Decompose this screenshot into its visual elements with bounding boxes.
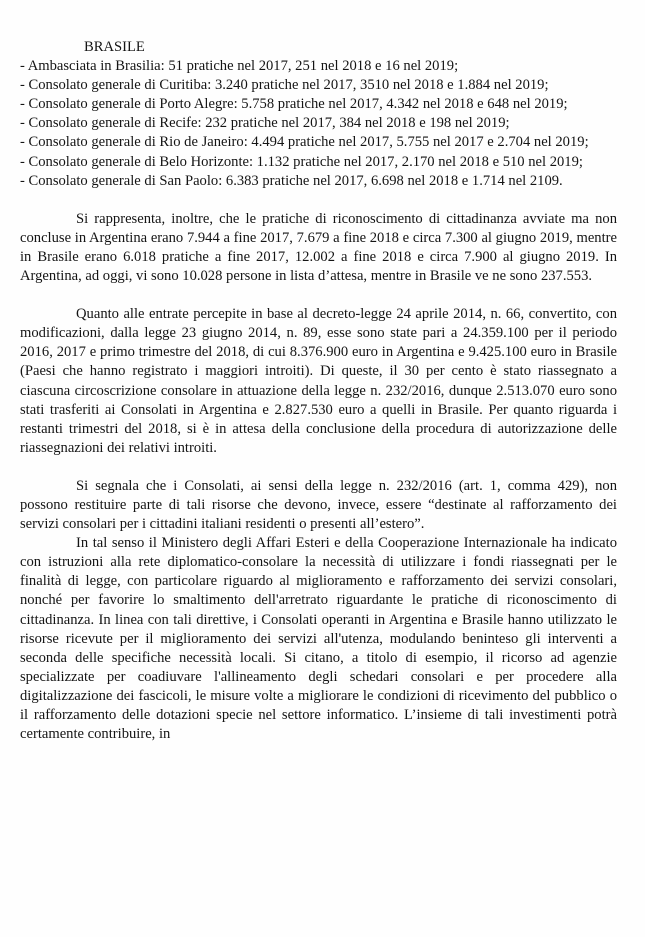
section-heading: BRASILE xyxy=(84,39,145,55)
list-item: - Consolato generale di Recife: 232 pratiche nel 2017, 384 nel 2018 e 198 nel 2019; xyxy=(20,115,510,132)
paragraph-ministry-instructions: In tal senso il Ministero degli Affari Esteri e della Cooperazione Internazionale ha indicato con istruzioni alla rete diplomatico-consolare la necessità di utilizzare i fondi riassegnati per le finalità di legge, con particolare riguardo al miglioramento e rafforzamento dei servizi consolari, nonché per favorire lo smaltimento dell'arretrato riguardante le pratiche di riconoscimento di cittadinanza. In linea con tali direttive, i Consolati operanti in Argentina e Brasile hanno utilizzato le risorse ricevute per il miglioramento dei servizi all'utenza, modulando beninteso gli interventi a seconda delle specifiche necessità locali. Si citano, a titolo di esempio, il ricorso ad agenzie specializzate per coadiuvare l'allineamento degli schedari consolari e per procedere alla digitalizzazione dei fascicoli, le misure volte a migliorare le condizioni di ricevimento del pubblico o il rafforzamento delle dotazioni specie nel settore informatico. L’insieme di tali investimenti potrà certamente contribuire, in xyxy=(20,535,617,743)
paragraph-law-232: Si segnala che i Consolati, ai sensi della legge n. 232/2016 (art. 1, comma 429), non possono restituire parte di tali risorse che devono, invece, essere “destinate al rafforzamento dei servizi consolari per i cittadini italiani residenti o presenti all’estero”. xyxy=(20,477,617,533)
paragraph-revenues: Quanto alle entrate percepite in base al decreto-legge 24 aprile 2014, n. 66, convertito, con modificazioni, dalla legge 23 giugno 2014, n. 89, esse sono state pari a 24.359.100 per il periodo 2016, 2017 e primo trimestre del 2018, di cui 8.376.900 euro in Argentina e 9.425.100 euro in Brasile (Paesi che hanno registrato i maggiori introiti). Di queste, il 30 per cento è stato riassegnato a ciascuna circoscrizione consolare in attuazione della legge n. 232/2016, dunque 2.513.070 euro sono stati trasferiti ai Consolati in Argentina e 2.827.530 euro a quelli in Brasile. Per quanto riguarda i restanti trimestri del 2018, si è in attesa della conclusione della procedura di autorizzazione delle riassegnazioni dei relativi introiti. xyxy=(20,306,617,456)
list-item: - Consolato generale di San Paolo: 6.383 pratiche nel 2017, 6.698 nel 2018 e 1.714 nel 2109. xyxy=(20,172,563,189)
list-item: - Consolato generale di Curitiba: 3.240 pratiche nel 2017, 3510 nel 2018 e 1.884 nel 2019; xyxy=(20,77,549,94)
consulate-list xyxy=(20,57,617,191)
list-item: - Consolato generale di Porto Alegre: 5.758 pratiche nel 2017, 4.342 nel 2018 e 648 nel 2019; xyxy=(20,96,568,113)
list-item: - Ambasciata in Brasilia: 51 pratiche nel 2017, 251 nel 2018 e 16 nel 2019; xyxy=(20,58,459,75)
paragraph-pending-practices: Si rappresenta, inoltre, che le pratiche di riconoscimento di cittadinanza avviate ma non concluse in Argentina erano 7.944 a fine 2017, 7.679 a fine 2018 e circa 7.300 al giugno 2019, mentre in Brasile erano 6.018 pratiche a fine 2017, 12.002 a fine 2018 e circa 7.900 al giugno 2019. In Argentina, ad oggi, vi sono 10.028 persone in lista d’attesa, mentre in Brasile ve ne sono 237.553. xyxy=(20,210,617,285)
list-item: - Consolato generale di Belo Horizonte: 1.132 pratiche nel 2017, 2.170 nel 2018 e 510 nel 2019; xyxy=(20,153,583,170)
list-item: - Consolato generale di Rio de Janeiro: 4.494 pratiche nel 2017, 5.755 nel 2017 e 2.704 nel 2019; xyxy=(20,134,589,151)
